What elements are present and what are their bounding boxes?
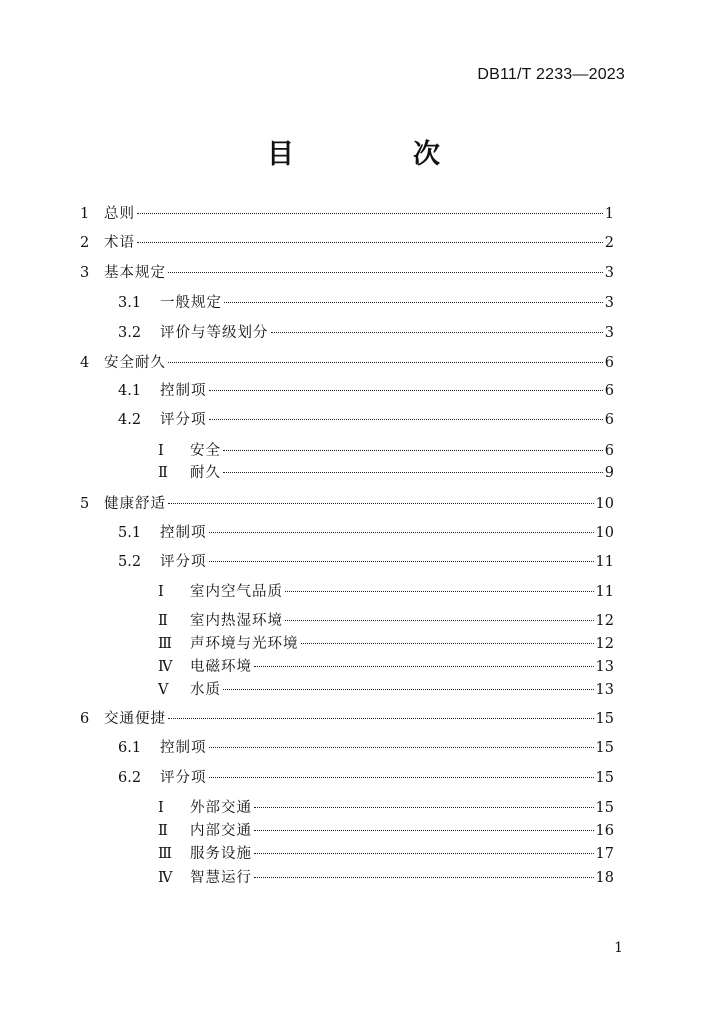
toc-number: 4.2	[118, 412, 142, 428]
toc-page: 3	[604, 295, 614, 311]
toc-label: 服务设施	[190, 846, 252, 862]
toc-number: Ⅴ	[158, 682, 169, 698]
toc-entry-5-2-v[interactable]	[158, 679, 614, 701]
toc-leader	[168, 272, 603, 273]
toc-entry-5-1[interactable]	[118, 522, 614, 544]
toc-number: Ⅳ	[158, 659, 173, 675]
toc-entry-4-1[interactable]	[118, 380, 614, 402]
toc-page: 15	[595, 770, 614, 786]
toc-number: 4.1	[118, 383, 142, 399]
toc-leader	[254, 807, 594, 808]
toc-label: 基本规定	[104, 265, 166, 281]
toc-entry-2[interactable]	[80, 232, 614, 254]
toc-leader	[285, 591, 594, 592]
toc-entry-6-2-i[interactable]	[158, 797, 614, 819]
toc-label: 评分项	[160, 412, 207, 428]
toc-label: 外部交通	[190, 800, 252, 816]
toc-leader	[209, 390, 603, 391]
toc-leader	[168, 503, 594, 504]
toc-number: 6.2	[118, 770, 142, 786]
toc-label: 交通便捷	[104, 711, 166, 727]
toc-leader	[301, 643, 594, 644]
toc-number: 4	[80, 355, 90, 371]
toc-leader	[209, 419, 603, 420]
toc-entry-5-2-iii[interactable]	[158, 633, 614, 655]
toc-entry-6-1[interactable]	[118, 737, 614, 759]
toc-leader	[168, 718, 594, 719]
toc-page: 12	[595, 613, 614, 629]
toc-label: 电磁环境	[190, 659, 252, 675]
toc-number: 5.1	[118, 525, 142, 541]
toc-label: 控制项	[160, 383, 207, 399]
toc-page: 11	[595, 554, 614, 570]
toc-leader	[285, 620, 594, 621]
toc-entry-4-2[interactable]	[118, 409, 614, 431]
toc-number: Ⅱ	[158, 823, 168, 839]
toc-label: 控制项	[160, 525, 207, 541]
toc-entry-5-2[interactable]	[118, 551, 614, 573]
toc-entry-5-2-iv[interactable]	[158, 656, 614, 678]
toc-page: 10	[595, 525, 614, 541]
toc-number: 3.2	[118, 325, 142, 341]
toc-page: 3	[604, 325, 614, 341]
toc-page: 10	[595, 496, 614, 512]
toc-number: 6	[80, 711, 90, 727]
toc-number: Ⅱ	[158, 465, 168, 481]
toc-number: Ⅲ	[158, 636, 172, 652]
toc-page: 15	[595, 711, 614, 727]
toc-entry-6-2[interactable]	[118, 767, 614, 789]
toc-label: 评分项	[160, 554, 207, 570]
toc-entry-5[interactable]	[80, 493, 614, 515]
toc-number: Ⅰ	[158, 584, 164, 600]
toc-leader	[254, 830, 594, 831]
toc-number: Ⅰ	[158, 443, 164, 459]
toc-entry-6-2-iv[interactable]	[158, 867, 614, 889]
toc-leader	[137, 242, 603, 243]
toc-label: 术语	[104, 235, 135, 251]
toc-page: 17	[595, 846, 614, 862]
toc-label: 内部交通	[190, 823, 252, 839]
toc-number: 3.1	[118, 295, 142, 311]
toc-page: 6	[604, 355, 614, 371]
toc-label: 耐久	[190, 465, 221, 481]
toc-page: 2	[604, 235, 614, 251]
toc-leader	[271, 332, 603, 333]
toc-number: Ⅱ	[158, 613, 168, 629]
toc-number: 5.2	[118, 554, 142, 570]
toc-entry-1[interactable]	[80, 203, 614, 225]
toc-number: Ⅲ	[158, 846, 172, 862]
toc-number: 3	[80, 265, 90, 281]
toc-label: 声环境与光环境	[190, 636, 299, 652]
page-number: 1	[614, 940, 623, 956]
toc-entry-6-2-ii[interactable]	[158, 820, 614, 842]
toc-label: 一般规定	[160, 295, 222, 311]
toc-entry-6-2-iii[interactable]	[158, 843, 614, 865]
toc-page: 6	[604, 443, 614, 459]
toc-entry-5-2-i[interactable]	[158, 581, 614, 603]
toc-entry-4-2-ii[interactable]	[158, 462, 614, 484]
toc-leader	[254, 666, 594, 667]
toc-leader	[137, 213, 603, 214]
toc-leader	[168, 362, 603, 363]
toc-page: 15	[595, 740, 614, 756]
toc-leader	[209, 561, 594, 562]
toc-number: 1	[80, 206, 90, 222]
toc-page: 6	[604, 383, 614, 399]
toc-label: 安全	[190, 443, 221, 459]
toc-leader	[209, 747, 594, 748]
toc-leader	[223, 689, 594, 690]
toc-label: 总则	[104, 206, 135, 222]
toc-entry-6[interactable]	[80, 708, 614, 730]
toc-entry-3[interactable]	[80, 262, 614, 284]
toc-page: 15	[595, 800, 614, 816]
toc-leader	[209, 532, 594, 533]
toc-leader	[254, 853, 594, 854]
toc-number: 2	[80, 235, 90, 251]
toc-leader	[209, 777, 594, 778]
toc-label: 安全耐久	[104, 355, 166, 371]
page-title: 目 次	[267, 139, 486, 170]
toc-entry-4-2-i[interactable]	[158, 440, 614, 462]
toc-entry-4[interactable]	[80, 352, 614, 374]
toc-leader	[254, 877, 594, 878]
toc-page: 3	[604, 265, 614, 281]
toc-number: Ⅳ	[158, 870, 173, 886]
toc-label: 室内空气品质	[190, 584, 283, 600]
toc-page: 16	[595, 823, 614, 839]
standard-code: DB11/T 2233—2023	[477, 66, 625, 83]
toc-label: 智慧运行	[190, 870, 252, 886]
toc-page: 11	[595, 584, 614, 600]
toc-label: 健康舒适	[104, 496, 166, 512]
toc-number: Ⅰ	[158, 800, 164, 816]
toc-page: 13	[595, 682, 614, 698]
toc-page: 18	[595, 870, 614, 886]
toc-label: 水质	[190, 682, 221, 698]
toc-leader	[223, 450, 603, 451]
toc-label: 评分项	[160, 770, 207, 786]
toc-label: 控制项	[160, 740, 207, 756]
toc-entry-3-2[interactable]	[118, 322, 614, 344]
toc-label: 室内热湿环境	[190, 613, 283, 629]
toc-leader	[224, 302, 603, 303]
toc-page: 1	[604, 206, 614, 222]
toc-page: 9	[604, 465, 614, 481]
toc-number: 6.1	[118, 740, 142, 756]
toc-page: 12	[595, 636, 614, 652]
toc-page: 13	[595, 659, 614, 675]
toc-entry-5-2-ii[interactable]	[158, 610, 614, 632]
toc-page: 6	[604, 412, 614, 428]
toc-leader	[223, 472, 603, 473]
toc-entry-3-1[interactable]	[118, 292, 614, 314]
toc-label: 评价与等级划分	[160, 325, 269, 341]
toc-number: 5	[80, 496, 90, 512]
